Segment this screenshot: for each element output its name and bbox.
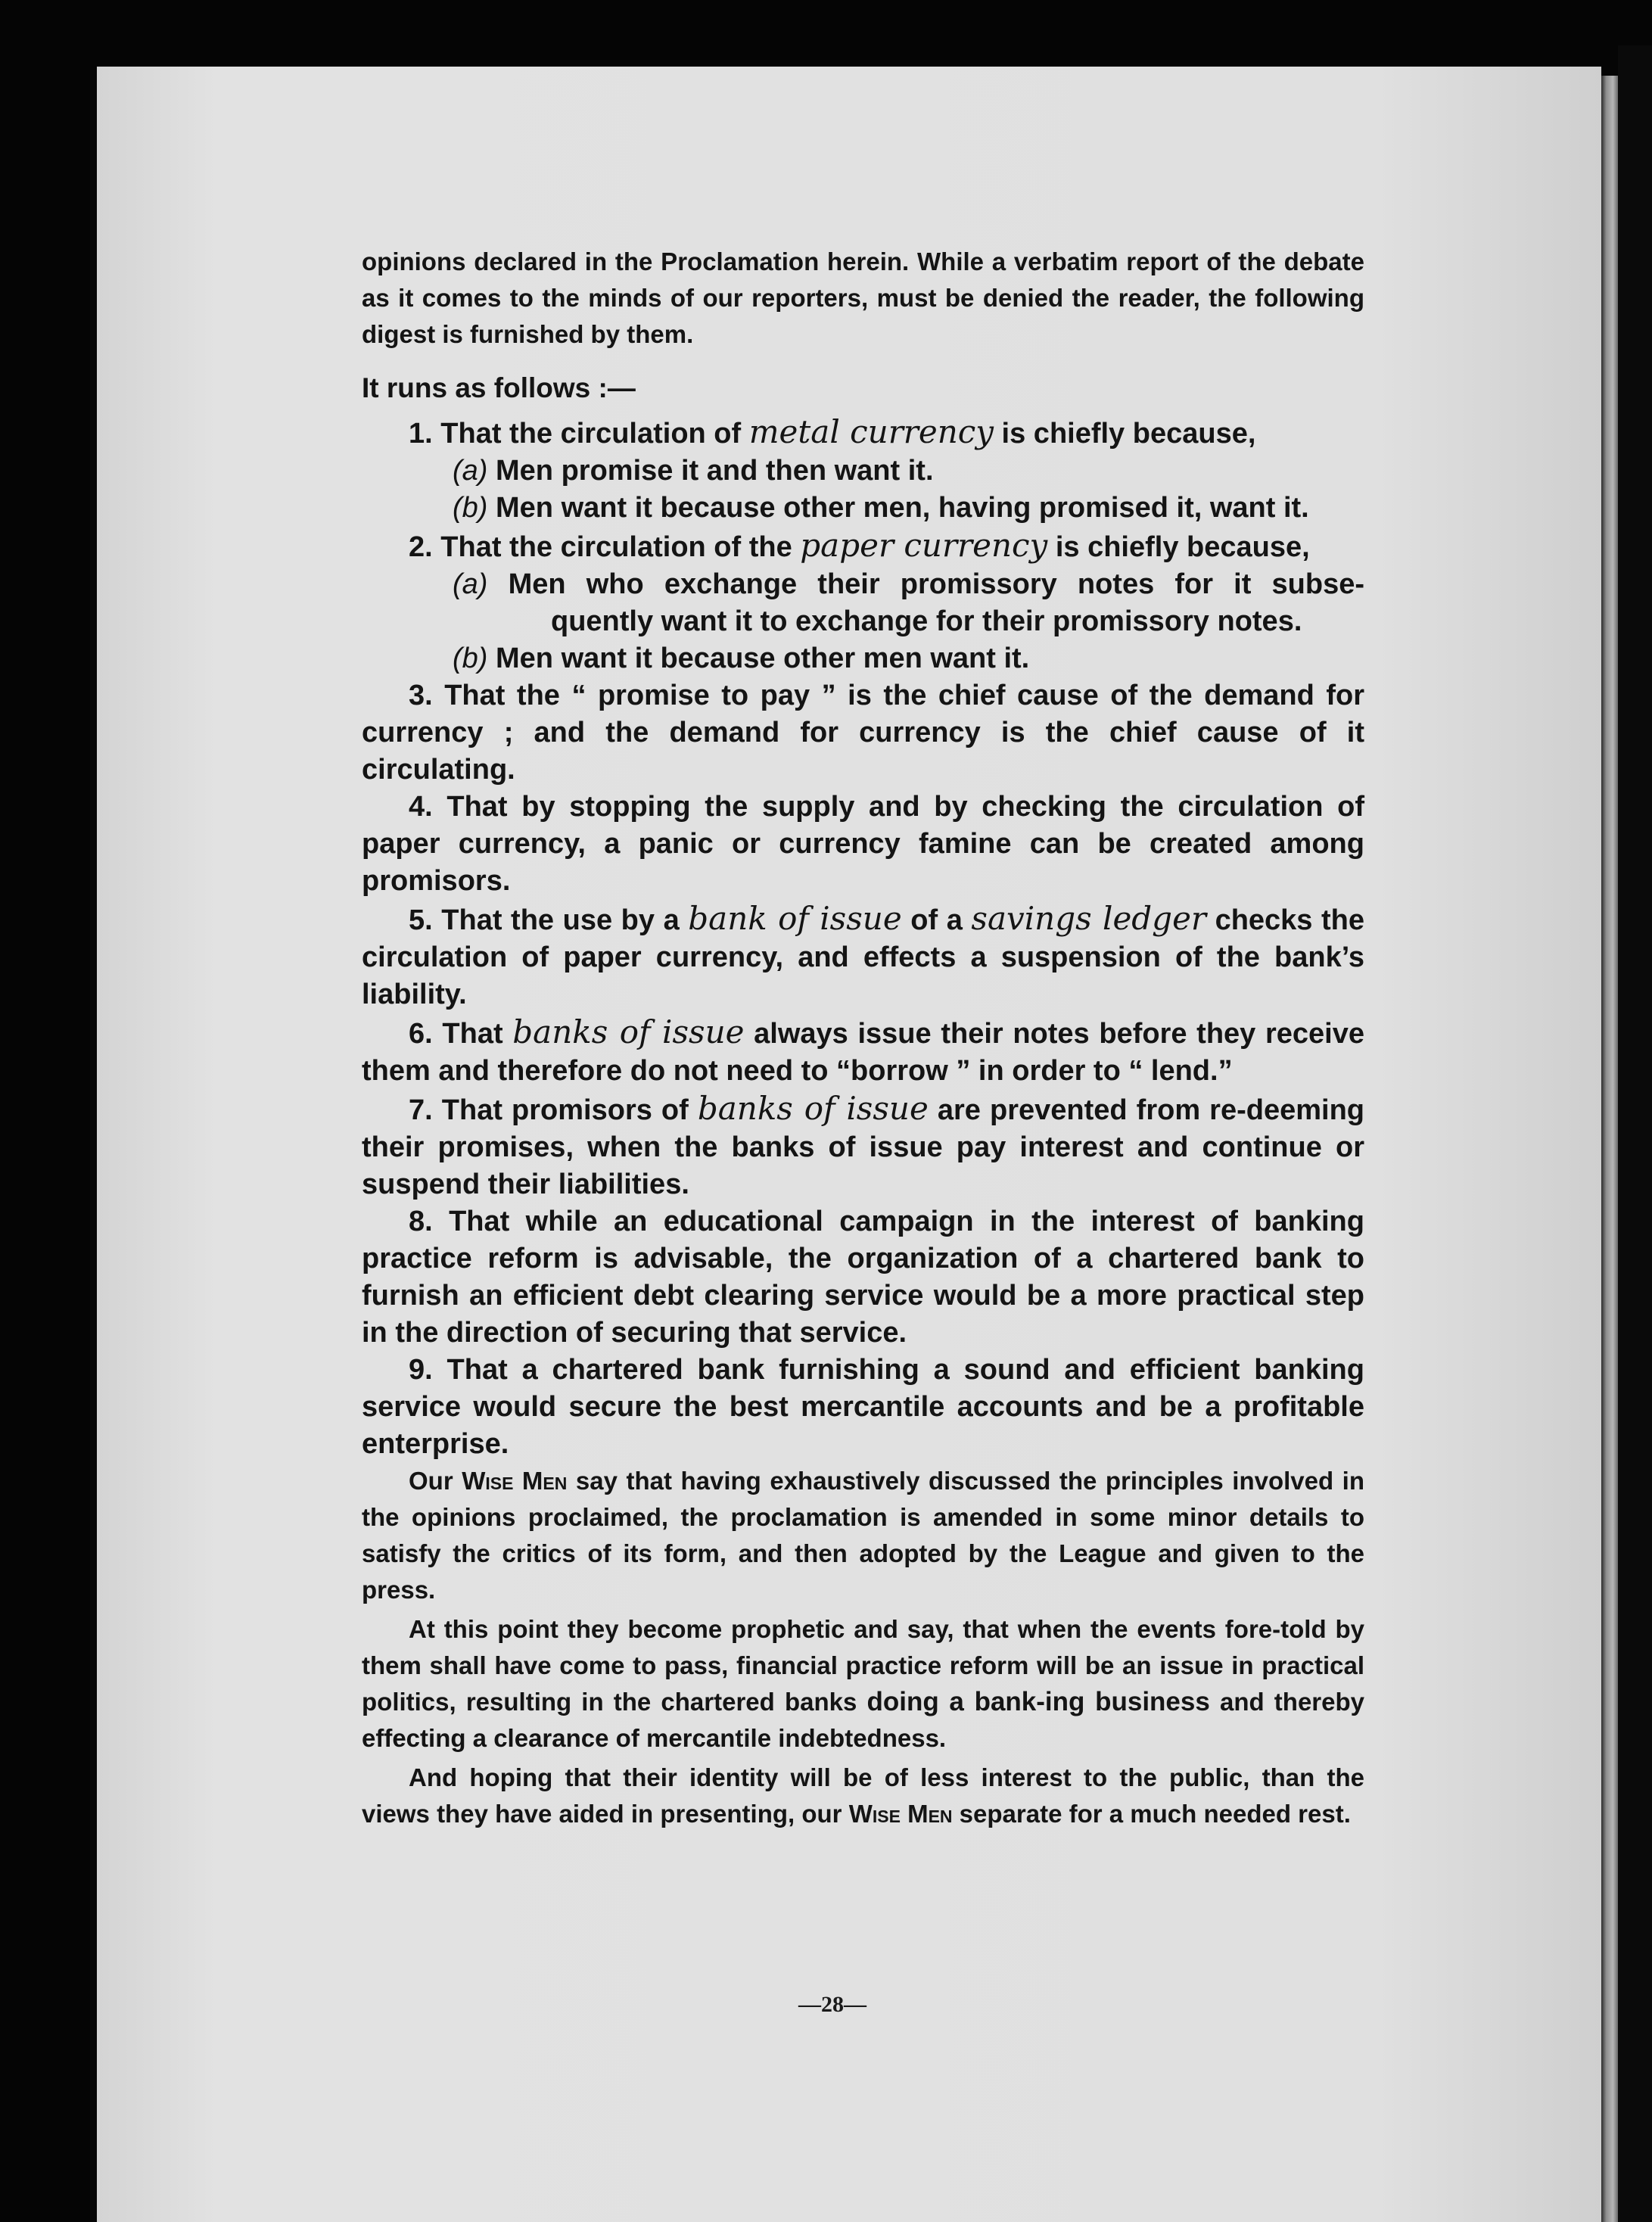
item-number: 2. xyxy=(409,531,433,563)
item-text-post: always issue their notes before they receive them and therefore do not need to “borrow ” in order to “ lend.” xyxy=(362,1018,1364,1087)
item-text-post: checks the circulation of paper currency, and effects a suspension of the bank’s liability. xyxy=(362,904,1365,1010)
sub-item-text: Men who exchange their promissory notes for it subse- xyxy=(508,568,1364,600)
item-number: 3. xyxy=(409,680,433,711)
closing-paragraph-2 xyxy=(362,1611,1364,1757)
item-number: 8. xyxy=(409,1206,433,1237)
item-emphasis: paper currency xyxy=(800,527,1048,564)
closing-paragraph-1 xyxy=(362,1463,1364,1608)
item-emphasis: banks of issue xyxy=(512,1013,745,1050)
page-number: —28— xyxy=(798,1992,866,2017)
sub-item-text: Men want it because other men want it. xyxy=(496,643,1030,674)
sub-item-mark: (b) xyxy=(453,492,488,524)
closing-text: separate for a much needed rest. xyxy=(952,1800,1351,1828)
list-item-3 xyxy=(362,677,1364,789)
item-text-pre: That the circulation of the xyxy=(440,531,801,563)
list-item-2a xyxy=(362,566,1364,603)
item-number: 5. xyxy=(409,904,433,936)
list-item-1b xyxy=(362,490,1364,527)
item-text: That the “ promise to pay ” is the chief cause of the demand for currency ; and the demand for currency is the chief cause of it circulating. xyxy=(362,680,1365,786)
item-number: 1. xyxy=(409,418,433,450)
item-emphasis-1: bank of issue xyxy=(688,900,902,937)
list-item-4 xyxy=(362,789,1364,900)
runs-as-follows-heading: It runs as follows :— xyxy=(362,372,636,403)
wise-men-label: Wise Men xyxy=(848,1800,953,1828)
list-item-2 xyxy=(362,527,1364,566)
item-number: 9. xyxy=(409,1354,433,1386)
scan-border-right xyxy=(1618,45,1652,2222)
page-text xyxy=(362,244,1364,1832)
item-text-pre: That xyxy=(442,1018,513,1050)
list-item-8 xyxy=(362,1203,1364,1352)
sub-item-text: Men promise it and then want it. xyxy=(496,455,934,487)
item-number: 7. xyxy=(409,1094,433,1126)
list-item-6 xyxy=(362,1013,1364,1090)
list-item-2b xyxy=(362,640,1364,677)
closing-text: And hoping that their identity will be of less interest to the public, than the views they have aided in presenting, our xyxy=(362,1763,1364,1828)
list-item-7 xyxy=(362,1090,1364,1203)
sub-item-mark: (a) xyxy=(453,568,488,600)
closing-text: say that having exhaustively discussed the principles involved in the opinions proclaimed, the proclamation is amended in some minor details to satisfy the critics of its form, and then adopted by the League and given to the press. xyxy=(362,1467,1365,1604)
item-emphasis: metal currency xyxy=(748,413,994,450)
intro-paragraph: opinions declared in the Proclamation herein. While a verbatim report of the debate as it comes to the minds of our reporters, must be denied the reader, the following digest is furnished by them. xyxy=(362,247,1364,348)
sub-item-mark: (b) xyxy=(453,643,488,674)
item-number: 4. xyxy=(409,791,433,823)
item-emphasis: banks of issue xyxy=(697,1090,929,1127)
item-text-post: is chiefly because, xyxy=(994,418,1256,450)
list-item-2a-continuation: quently want it to exchange for their promissory notes. xyxy=(551,605,1302,637)
item-text: That a chartered bank furnishing a sound and efficient banking service would secure the best mercantile accounts and be a profitable enterprise. xyxy=(362,1354,1364,1460)
item-text-pre: That promisors of xyxy=(441,1094,698,1126)
item-text-post: are prevented from re-deeming their promises, when the banks of issue pay interest and continue or suspend their liabilities. xyxy=(362,1094,1365,1200)
item-text-post: is chiefly because, xyxy=(1047,531,1310,563)
item-text: That while an educational campaign in the interest of banking practice reform is advisable, the organization of a chartered bank to furnish an efficient debt clearing service would be a more practical step in the direction of securing that service. xyxy=(362,1206,1364,1349)
list-item-5 xyxy=(362,900,1364,1013)
sub-item-text: Men want it because other men, having promised it, want it. xyxy=(496,492,1309,524)
closing-text: Our xyxy=(409,1467,462,1495)
closing-paragraph-3 xyxy=(362,1760,1364,1832)
list-item-1a xyxy=(362,453,1364,490)
page-gutter-shadow xyxy=(1601,76,1618,2222)
item-text-pre: That the circulation of xyxy=(440,418,749,450)
sub-item-mark: (a) xyxy=(453,455,488,487)
list-item-1 xyxy=(362,413,1364,453)
closing-text: and thereby effecting a clearance of mercantile indebtedness. xyxy=(362,1688,1364,1752)
item-emphasis-2: savings ledger xyxy=(971,900,1206,937)
item-text: That by stopping the supply and by checking the circulation of paper currency, a panic or currency famine can be created among promisors. xyxy=(362,791,1364,897)
emphasis-bold: doing a bank-ing business xyxy=(866,1687,1210,1716)
closing-text: At this point they become prophetic and say, that when the events fore-told by them shall have come to pass, financial practice reform will be an issue in practical politics, resulting in the chartered banks xyxy=(362,1615,1364,1716)
item-text-pre: That the use by a xyxy=(441,904,689,936)
item-text-mid: of a xyxy=(901,904,972,936)
item-number: 6. xyxy=(409,1018,433,1050)
list-item-9 xyxy=(362,1352,1364,1463)
wise-men-label: Wise Men xyxy=(462,1467,568,1495)
